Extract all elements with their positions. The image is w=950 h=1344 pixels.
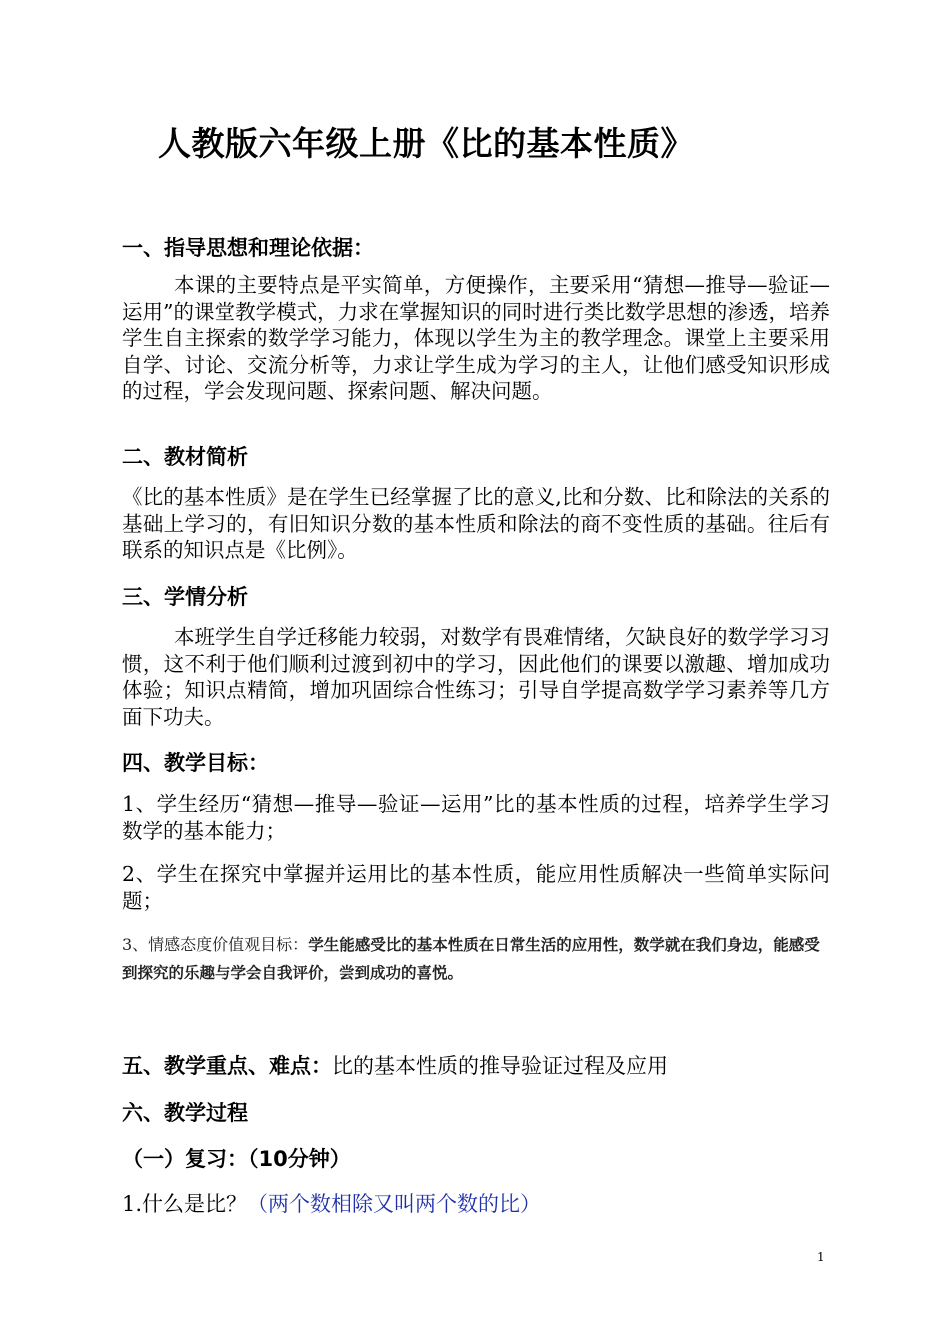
review-question-1-label: 1.什么是比？ [122,1192,248,1216]
section-4-heading: 四、教学目标： [122,751,269,775]
goal-2: 2、学生在探究中掌握并运用比的基本性质，能应用性质解决一些简单实际问题； [122,862,830,913]
review-question-1 [122,1188,541,1218]
section-3-paragraph: 本班学生自学迁移能力较弱，对数学有畏难情绪，欠缺良好的数学学习习惯，这不利于他们顺利过渡到初中的学习，因此他们的课要以激趣、增加成功体验；知识点精简，增加巩固综合性练习；引导自学提高数学学习素养等几方面下功夫。 [122,625,830,729]
section-3-heading: 三、学情分析 [122,585,248,609]
section-6-heading: 六、教学过程 [122,1101,248,1125]
goal-3-text: 学生能感受比的基本性质在日常生活的应用性，数学就在我们身边，能感受到探究的乐趣与学会自我评价，尝到成功的喜悦。 [122,936,820,982]
section-5-heading [122,1050,668,1080]
section-2-paragraph: 《比的基本性质》是在学生已经掌握了比的意义,比和分数、比和除法的关系的基础上学习的，有旧知识分数的基本性质和除法的商不变性质的基础。往后有联系的知识点是《比例》。 [122,485,830,562]
section-5-heading-label: 五、教学重点、难点： [122,1054,332,1078]
section-1-paragraph: 本课的主要特点是平实简单，方便操作，主要采用“猜想—推导—验证—运用”的课堂教学模式，力求在掌握知识的同时进行类比数学思想的渗透，培养学生自主探索的数学学习能力，体现以学生为主的教学理念。课堂上主要采用自学、讨论、交流分析等，力求让学生成为学习的主人，让他们感受知识形成的过程，学会发现问题、探索问题、解决问题。 [122,273,830,403]
goal-1: 1、学生经历“猜想—推导—验证—运用”比的基本性质的过程，培养学生学习数学的基本能力； [122,792,830,843]
document-title: 人教版六年级上册《比的基本性质》 [158,124,694,163]
section-2-heading: 二、教材简析 [122,445,248,469]
review-question-1-answer: （两个数相除又叫两个数的比） [247,1192,542,1216]
goal-3 [122,931,830,987]
section-5-text: 比的基本性质的推导验证过程及应用 [332,1054,668,1078]
section-1-heading: 一、指导思想和理论依据： [122,236,374,260]
subsection-review-heading: （一）复习：（10分钟） [122,1147,351,1171]
goal-3-label: 3、情感态度价值观目标： [122,935,309,954]
page-number: 1 [817,1250,825,1264]
